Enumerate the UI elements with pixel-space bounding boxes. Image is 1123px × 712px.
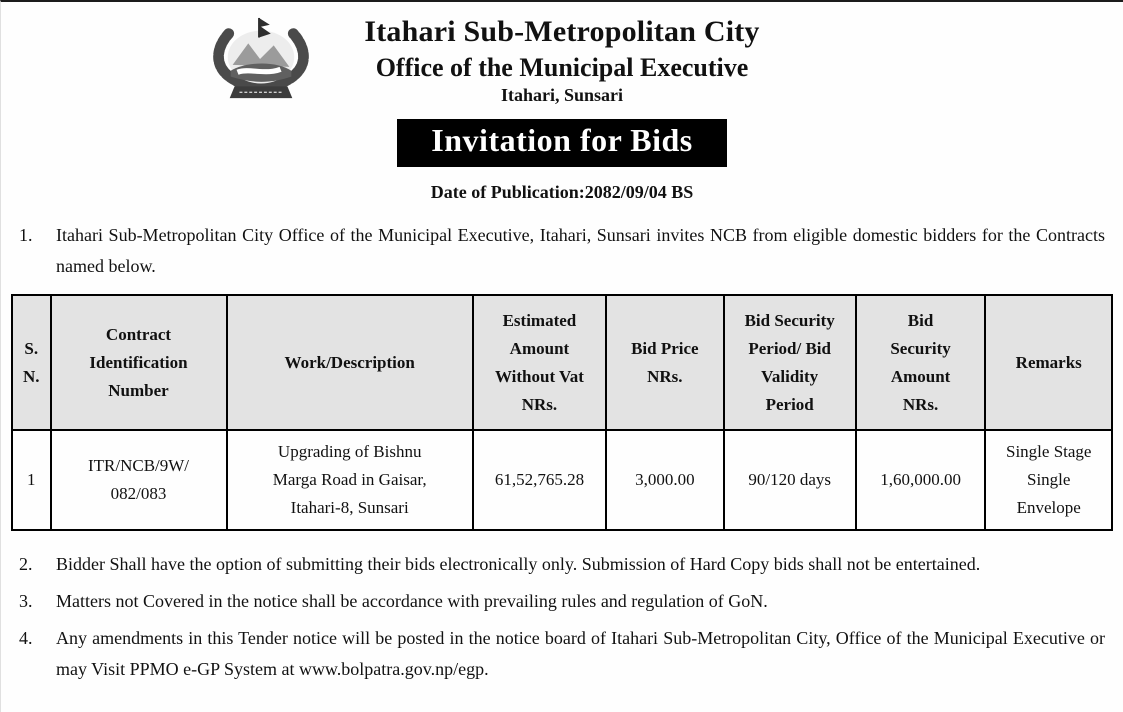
notice-item-2-text: Bidder Shall have the option of submitting their bids electronically only. Submission of Hard Copy bids shall not be entertained. <box>56 554 981 575</box>
col-header-sn: S. N. <box>12 295 51 430</box>
col-header-bid-security-amount: Bid Security Amount NRs. <box>856 295 986 430</box>
org-title: Itahari Sub-Metropolitan City <box>364 15 760 48</box>
document-header <box>1 2 1123 106</box>
notice-item-3-number: 3. <box>19 591 33 612</box>
col-header-remarks: Remarks <box>985 295 1112 430</box>
col-header-bid-security-period: Bid Security Period/ Bid Validity Period <box>724 295 856 430</box>
notice-item-3-text: Matters not Covered in the notice shall be accordance with prevailing rules and regulation of GoN. <box>56 591 768 612</box>
cell-remarks: Single Stage Single Envelope <box>985 430 1112 530</box>
bid-table <box>11 294 1113 531</box>
notice-item-4 <box>19 623 1105 685</box>
org-location: Itahari, Sunsari <box>500 85 624 106</box>
publication-date: Date of Publication:2082/09/04 BS <box>430 182 694 203</box>
notice-item-1-text: Itahari Sub-Metropolitan City Office of the Municipal Executive, Itahari, Sunsari invites NCB from eligible domestic bidders for the Contracts named below. <box>56 225 1105 277</box>
table-row <box>12 430 1112 530</box>
nepal-coat-of-arms-icon <box>207 16 315 106</box>
col-header-estimated-amount: Estimated Amount Without Vat NRs. <box>473 295 606 430</box>
cell-work-description: Upgrading of Bishnu Marga Road in Gaisar, Itahari-8, Sunsari <box>227 430 473 530</box>
cell-bid-security-period: 90/120 days <box>724 430 856 530</box>
invitation-banner: Invitation for Bids <box>397 119 726 167</box>
notice-item-3 <box>19 586 1105 617</box>
cell-bid-security-amount: 1,60,000.00 <box>856 430 986 530</box>
notice-item-1 <box>19 220 1105 282</box>
notice-item-4-text: Any amendments in this Tender notice will be posted in the notice board of Itahari Sub-Metropolitan City, Office of the Municipal Executive or may Visit PPMO e-GP System at www.bolpatra.gov.np/egp. <box>56 628 1105 680</box>
notice-item-2 <box>19 549 1105 580</box>
notice-item-1-number: 1. <box>19 225 33 246</box>
col-header-contract-id: Contract Identification Number <box>51 295 227 430</box>
cell-estimated-amount: 61,52,765.28 <box>473 430 606 530</box>
cell-bid-price: 3,000.00 <box>606 430 724 530</box>
notice-item-2-number: 2. <box>19 554 33 575</box>
notice-item-4-number: 4. <box>19 628 33 649</box>
col-header-bid-price: Bid Price NRs. <box>606 295 724 430</box>
col-header-work-description: Work/Description <box>227 295 473 430</box>
org-subtitle: Office of the Municipal Executive <box>375 52 749 82</box>
cell-contract-id: ITR/NCB/9W/ 082/083 <box>51 430 227 530</box>
table-header-row <box>12 295 1112 430</box>
cell-sn: 1 <box>12 430 51 530</box>
